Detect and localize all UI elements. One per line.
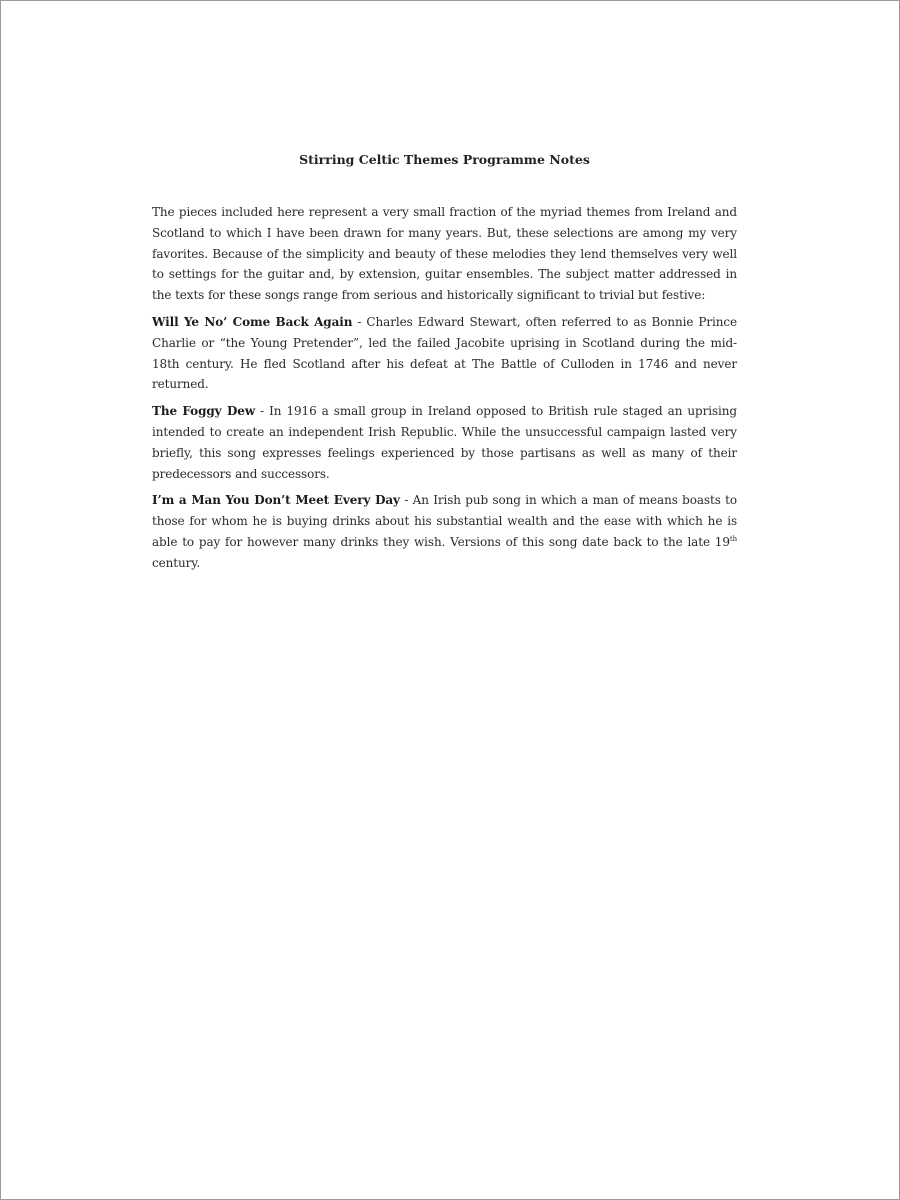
song-description-end: century.	[152, 555, 201, 570]
song-description: - An Irish pub song in which a man of means boasts to those for whom he is buying drinks about his substantial wealth and the ease with which he is able to pay for however many drinks they wish. Versions of this song date back to the late 19	[152, 493, 737, 549]
programme-notes	[152, 151, 737, 580]
song-note-the-foggy-dew	[152, 401, 737, 484]
intro-paragraph: The pieces included here represent a very small fraction of the myriad themes from Ireland and Scotland to which I have been drawn for many years. But, these selections are among my very favorites. Because of the simplicity and beauty of these melodies they lend themselves very well to settings for the guitar and, by extension, guitar ensembles. The subject matter addressed in the texts for these songs range from serious and historically significant to trivial but festive:	[152, 205, 737, 303]
ordinal-suffix: th	[729, 534, 737, 543]
song-title: I’m a Man You Don’t Meet Every Day	[152, 493, 400, 508]
song-description: - In 1916 a small group in Ireland opposed to British rule staged an uprising intended to create an independent Irish Republic. While the unsuccessful campaign lasted very briefly, this song expresses feelings experienced by those partisans as well as many of their predecessors and successors.	[152, 404, 737, 481]
song-description: - Charles Edward Stewart, often referred to as Bonnie Prince Charlie or “the Young Pretender”, led the failed Jacobite uprising in Scotland during the mid-18th century. He fled Scotland after his defeat at The Battle of Culloden in 1746 and never returned.	[152, 314, 737, 392]
page-title: Stirring Celtic Themes Programme Notes	[299, 152, 590, 167]
song-title: The Foggy Dew	[152, 404, 256, 419]
song-note-will-ye-no-come-back-again	[152, 312, 737, 395]
song-title: Will Ye No’ Come Back Again	[152, 314, 353, 329]
song-note-im-a-man-you-dont-meet-every-day	[152, 490, 737, 573]
